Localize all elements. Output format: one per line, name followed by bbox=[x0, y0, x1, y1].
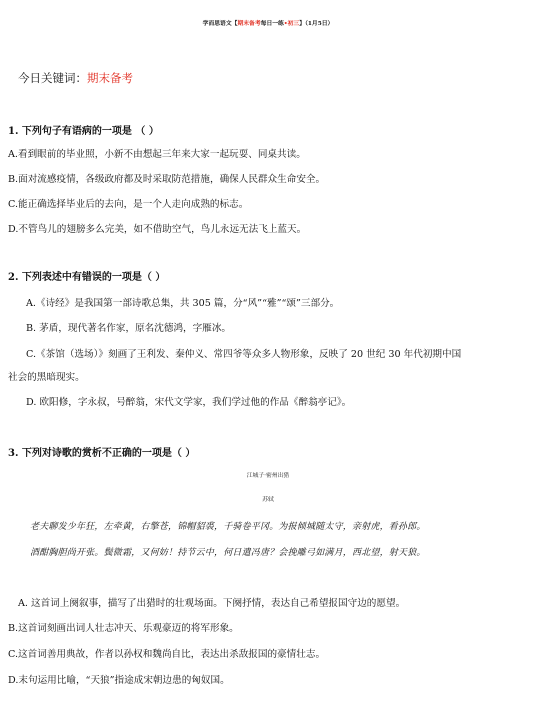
page-title bbox=[0, 18, 536, 27]
title-keyword: 期末备考 bbox=[237, 21, 261, 27]
keyword-label: 今日关键词： bbox=[18, 71, 87, 85]
q3-option-d: D.末句运用比喻，“天狼”指途成宋朝边患的匈奴国。 bbox=[8, 675, 230, 686]
q3-option-a: A. 这首词上阕叙事，描写了出猎时的壮观场面。下阕抒情，表达自己希望报国守边的愿望。 bbox=[18, 598, 406, 609]
q2-option-d: D. 欧阳修，字永叔，号醉翁，宋代文学家，我们学过他的作品《醉翁亭记》。 bbox=[26, 397, 352, 408]
keyword-line bbox=[18, 70, 133, 86]
q1-option-d: D.不管鸟儿的翅膀多么完美，如不借助空气，鸟儿永远无法飞上蓝天。 bbox=[8, 224, 307, 235]
q1-option-a: A.看到眼前的毕业照，小新不由想起三年来大家一起玩耍、同桌共读。 bbox=[8, 149, 306, 160]
poem-line-2: 酒酣胸胆尚开张。鬓微霜，又何妨！持节云中，何日遣冯唐？会挽雕弓如满月，西北望，射天狼。 bbox=[30, 548, 426, 558]
title-dot: • bbox=[283, 21, 288, 27]
poem-title: 江城子·密州出猎 bbox=[246, 473, 290, 479]
q1-option-b: B.面对流感疫情，各级政府都及时采取防范措施，确保人民群众生命安全。 bbox=[8, 174, 326, 185]
q2-option-b: B. 茅盾，现代著名作家，原名沈德鸿，字雁冰。 bbox=[26, 323, 232, 334]
q3-option-c: C.这首词善用典故，作者以孙权和魏尚自比，表达出杀敌报国的豪情壮志。 bbox=[8, 649, 326, 660]
poem-author: 苏轼 bbox=[262, 497, 274, 503]
q2-option-c: C.《茶馆（选场）》刻画了王利发、秦仲义、常四爷等众多人物形象，反映了 20 世纪 30 年代初期中国 bbox=[26, 349, 462, 360]
title-grade: 初三 bbox=[287, 21, 300, 27]
q1-option-c: C.能正确选择毕业后的去向，是一个人走向成熟的标志。 bbox=[8, 199, 249, 210]
q3-heading: 3. 下列对诗歌的赏析不正确的一项是（ ） bbox=[8, 448, 196, 459]
q1-heading: 1. 下列句子有语病的一项是 （ ） bbox=[8, 126, 159, 137]
title-prefix: 学而思语文【 bbox=[202, 21, 238, 27]
poem-line-1: 老夫聊发少年狂，左牵黄，右擎苍，锦帽貂裘，千骑卷平冈。为报倾城随太守，亲射虎，看孙郎。 bbox=[30, 522, 426, 532]
q3-option-b: B.这首词刻画出词人壮志冲天、乐观豪迈的将军形象。 bbox=[8, 623, 239, 634]
q2-heading: 2. 下列表述中有错误的一项是（ ） bbox=[8, 272, 166, 283]
title-mid: 每日一练 bbox=[260, 21, 284, 27]
keyword-value: 期末备考 bbox=[87, 71, 133, 85]
q2-option-c-cont: 社会的黑暗现实。 bbox=[8, 372, 85, 383]
q2-option-a: A.《诗经》是我国第一部诗歌总集，共 305 篇，分“风”“雅”“颂”三部分。 bbox=[26, 298, 340, 309]
title-suffix: 】（1月5日） bbox=[299, 21, 334, 27]
